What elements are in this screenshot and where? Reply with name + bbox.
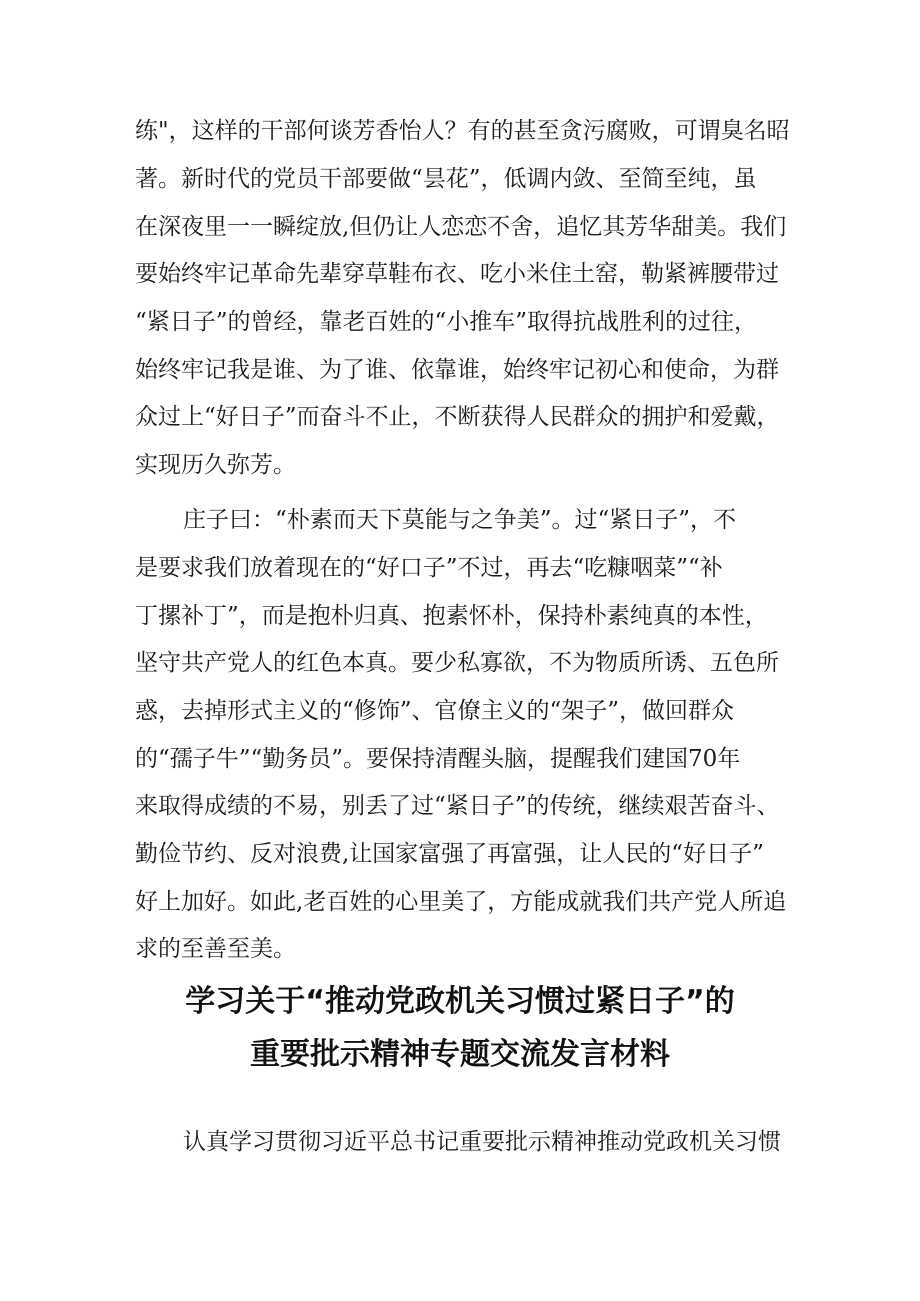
paragraph-line: 勤俭节约、反对浪费,让国家富强了再富强，让人民的“好日子” [135, 841, 764, 867]
paragraph-line: 坚守共产党人的红色本真。要少私寡欲，不为物质所诱、五色所 [135, 650, 779, 676]
heading-line-2: 重要批示精神专题交流发言材料 [250, 1037, 670, 1072]
paragraph-line: 好上加好。如此,老百姓的心里美了，方能成就我们共产党人所追 [135, 889, 787, 915]
paragraph-line: 在深夜里一一瞬绽放,但仍让人恋恋不舍，追忆其芳华甜美。我们 [135, 214, 787, 240]
paragraph-line: 始终牢记我是谁、为了谁、依靠谁，始终牢记初心和使命，为群 [135, 357, 779, 383]
paragraph-line: 是要求我们放着现在的“好口子”不过，再去“吃糠咽菜”“补 [135, 555, 723, 581]
paragraph-line: 著。新时代的党员干部要做“昙花”，低调内敛、至简至纯，虽 [135, 166, 757, 192]
paragraph-line: 认真学习贯彻习近平总书记重要批示精神推动党政机关习惯 [183, 1129, 781, 1155]
paragraph-line: 要始终牢记革命先辈穿草鞋布衣、吃小米住土窑，勒紧裤腰带过 [135, 261, 779, 287]
paragraph-line: 丁摞补丁”，而是抱朴归真、抱素怀朴，保持朴素纯真的本性， [135, 603, 768, 629]
paragraph-line: 实现历久弥芳。 [135, 452, 296, 478]
paragraph-line: 求的至善至美。 [135, 936, 296, 962]
heading-line-1: 学习关于“推动党政机关习惯过紧日子”的 [185, 984, 735, 1019]
paragraph-line: “紧日子”的曾经，靠老百姓的“小推车”取得抗战胜利的过往， [135, 309, 758, 335]
paragraph-line: 来取得成绩的不易，别丢了过“紧日子”的传统，继续艰苦奋斗、 [135, 793, 780, 819]
paragraph-line: 庄子曰：“朴素而天下莫能与之争美”。过“紧日子”，不 [183, 507, 737, 533]
paragraph-line: 练"，这样的干部何谈芳香怡人？有的甚至贪污腐败，可谓臭名昭 [135, 118, 790, 144]
paragraph-line: 的“孺子牛”“勤务员”。要保持清醒头脑，提醒我们建国70年 [135, 746, 741, 772]
paragraph-line: 惑，去掉形式主义的“修饰”、官僚主义的“架子”，做回群众 [135, 698, 735, 724]
paragraph-line: 众过上“好日子”而奋斗不止，不断获得人民群众的拥护和爱戴， [135, 404, 780, 430]
